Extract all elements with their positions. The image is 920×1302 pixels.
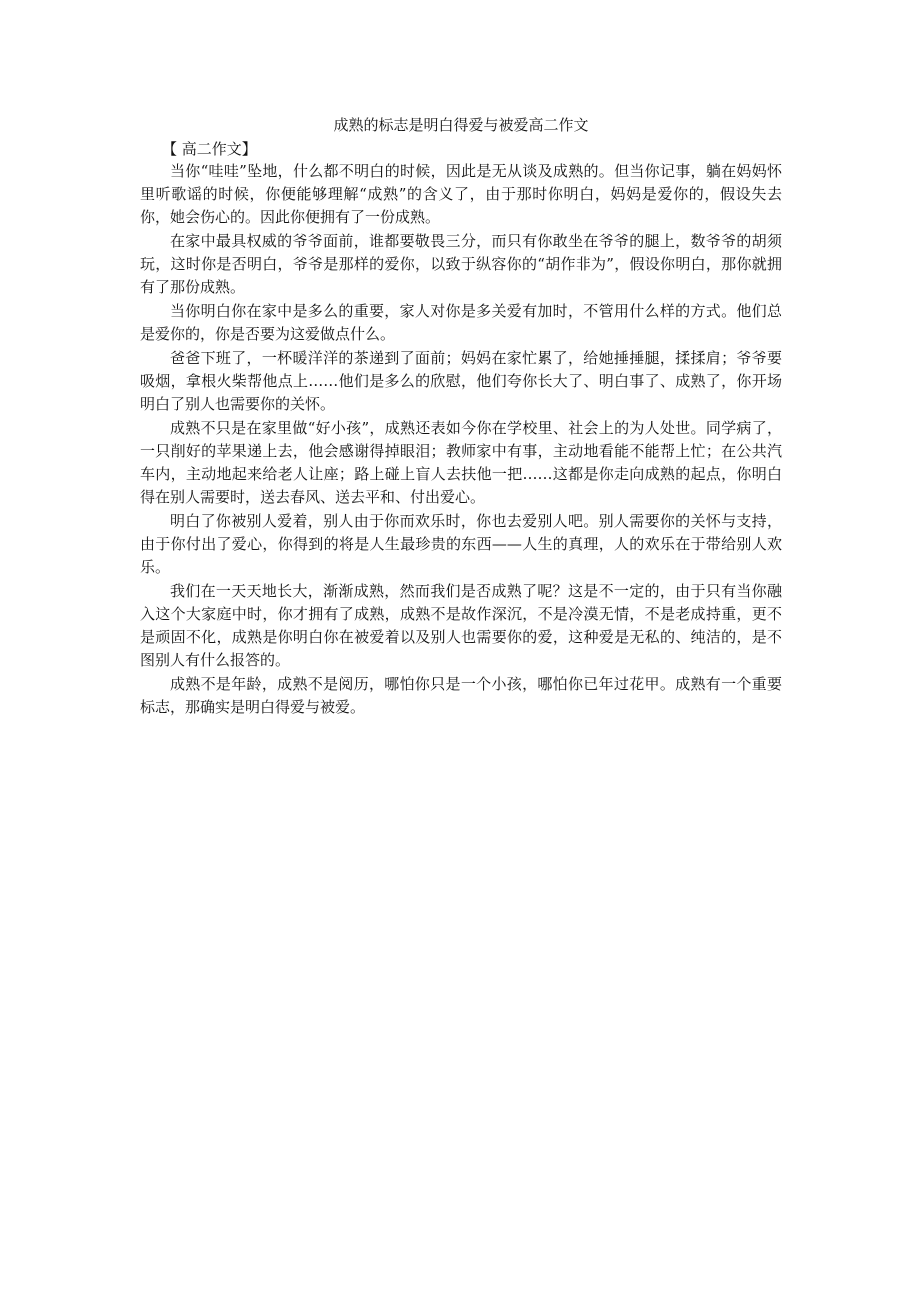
paragraph-8: 成熟不是年龄，成熟不是阅历，哪怕你只是一个小孩，哪怕你已年过花甲。成熟有一个重要标志，那确实是明白得爱与被爱。 bbox=[140, 675, 782, 716]
category-tag: 【 高二作文】 bbox=[162, 140, 257, 158]
document-title: 成熟的标志是明白得爱与被爱高二作文 bbox=[333, 116, 589, 134]
paragraph-4: 爸爸下班了，一杯暖洋洋的茶递到了面前；妈妈在家忙累了，给她捶捶腿，揉揉肩；爷爷要吸烟，拿根火柴帮他点上……他们是多么的欣慰，他们夸你长大了、明白事了、成熟了，你开场明白了别人也需要你的关怀。 bbox=[140, 349, 782, 413]
paragraph-1: 当你“哇哇”坠地，什么都不明白的时候，因此是无从谈及成熟的。但当你记事，躺在妈妈怀里听歌谣的时候，你便能够理解“成熟”的含义了，由于那时你明白，妈妈是爱你的，假设失去你，她会伤心的。因此你便拥有了一份成熟。 bbox=[140, 162, 782, 226]
paragraph-7: 我们在一天天地长大，渐渐成熟，然而我们是否成熟了呢？这是不一定的，由于只有当你融入这个大家庭中时，你才拥有了成熟，成熟不是故作深沉，不是冷漠无情，不是老成持重，更不是顽固不化，成熟是你明白你在被爱着以及别人也需要你的爱，这种爱是无私的、纯洁的，是不图别人有什么报答的。 bbox=[140, 582, 782, 669]
paragraph-6: 明白了你被别人爱着，别人由于你而欢乐时，你也去爱别人吧。别人需要你的关怀与支持，由于你付出了爱心，你得到的将是人生最珍贵的东西——人生的真理，人的欢乐在于带给别人欢乐。 bbox=[140, 512, 782, 576]
paragraph-2: 在家中最具权威的爷爷面前，谁都要敬畏三分，而只有你敢坐在爷爷的腿上，数爷爷的胡须玩，这时你是否明白，爷爷是那样的爱你，以致于纵容你的“胡作非为”，假设你明白，那你就拥有了那份成熟。 bbox=[140, 232, 782, 296]
document-body bbox=[140, 112, 782, 720]
paragraph-3: 当你明白你在家中是多么的重要，家人对你是多关爱有加时，不管用什么样的方式。他们总是爱你的，你是否要为这爱做点什么。 bbox=[140, 302, 782, 343]
paragraph-5: 成熟不只是在家里做“好小孩”，成熟还表如今你在学校里、社会上的为人处世。同学病了，一只削好的苹果递上去，他会感谢得掉眼泪；教师家中有事，主动地看能不能帮上忙；在公共汽车内，主动地起来给老人让座；路上碰上盲人去扶他一把……这都是你走向成熟的起点，你明白得在别人需要时，送去春风、送去平和、付出爱心。 bbox=[140, 419, 782, 506]
